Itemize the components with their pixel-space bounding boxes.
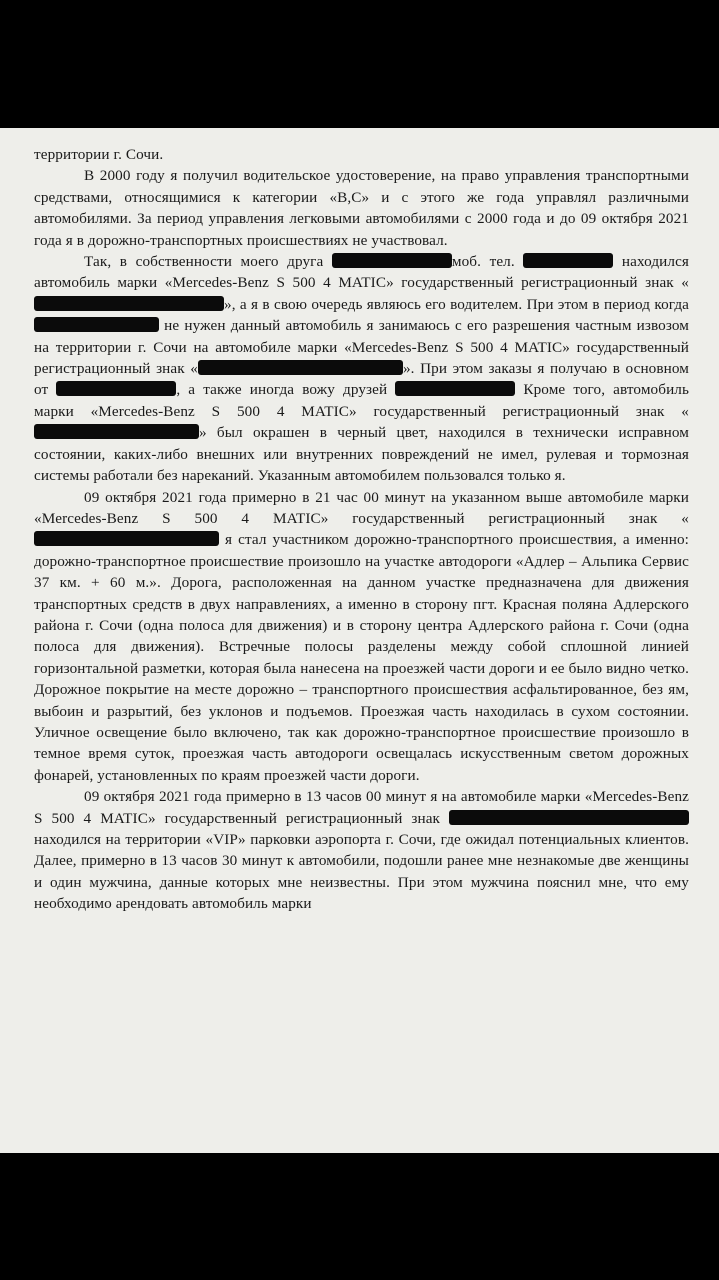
paragraph: [34, 786, 689, 914]
redaction-mark: [332, 253, 452, 268]
redaction-mark: [34, 296, 224, 311]
paragraph-text: моб. тел.: [451, 253, 524, 271]
paragraph: [34, 251, 689, 486]
paragraph-text: не нужен данный автомобиль я занимаюсь с его разрешения частным извозом на территории г. Сочи на автомобиле марки «Mercedes-Benz S 500 4 MATIC» государственный регистрационный знак «: [34, 317, 689, 378]
paragraph-text: » был окрашен в черный цвет, находился в технически исправном состоянии, каких-либо внешних или внутренних повреждений не имел, рулевая и тормозная системы работали без нареканий. Указанным автомобилем пользовался только я.: [34, 424, 689, 485]
redaction-mark: [395, 381, 515, 396]
paragraph-text: Кроме того, автомобиль марки «Mercedes-Benz S 500 4 MATIC» государственный регистрационный знак «: [34, 381, 689, 420]
paragraph-text: территории г. Сочи.: [34, 146, 164, 163]
paragraph-text: находился на территории «VIP» парковки аэропорта г. Сочи, где ожидал потенциальных клиентов. Далее, примерно в 13 часов 30 минут к автомобили, подошли ранее мне незнакомые две женщины и один мужчина, данные которых мне неизвестны. При этом мужчина пояснил мне, что ему необходимо арендовать автомобиль марки: [34, 831, 689, 913]
paragraph-text: , а также иногда вожу друзей: [176, 381, 396, 399]
redaction-mark: [34, 317, 159, 332]
paragraph: [34, 144, 689, 165]
paragraph-text: Так, в собственности моего друга: [84, 253, 332, 271]
paragraph-text: 09 октября 2021 года примерно в 13 часов 00 минут я на автомобиле марки «Mercedes-Benz S 500 4 MATIC» государственный регистрационный знак: [34, 788, 689, 827]
paragraph-text: », а я в свою очередь являюсь его водителем. При этом в период когда: [224, 295, 689, 313]
paragraph-text: ». При этом заказы я получаю в основном от: [34, 360, 689, 399]
redaction-mark: [56, 381, 176, 396]
paragraph-text: находился автомобиль марки «Mercedes-Benz S 500 4 MATIC» государственный регистрационный знак «: [34, 253, 690, 292]
redaction-mark: [449, 810, 689, 825]
redaction-mark: [34, 531, 219, 546]
document-page: [0, 128, 719, 1153]
paragraph-text: я стал участником дорожно-транспортного происшествия, а именно: дорожно-транспортное происшествие произошло на участке автодороги «Адлер – Альпика Сервис 37 км. + 60 м.». Дорога, расположенная на данном участке предназначена для движения транспортных средств в двух направлениях, а именно в сторону пгт. Красная поляна Адлерского района г. Сочи (одна полоса для движения) и в сторону центра Адлерского района г. Сочи (одна полоса для движения). Встречные полосы разделены между собой сплошной линией горизонтальной разметки, которая была нанесена на проезжей части дороги и ее было видно четко. Дорожное покрытие на месте дорожно – транспортного происшествия асфальтированное, без ям, выбоин и разрытий, без уклонов и подъемов. Проезжая часть находилась в сухом состоянии. Уличное освещение было включено, так как дорожно-транспортное происшествие произошло в темное время суток, проезжая часть автодороги освещалась искусственным светом дорожных фонарей, установленных по краям проезжей части дороги.: [34, 531, 689, 784]
paragraph-text: В 2000 году я получил водительское удостоверение, на право управления транспортными средствами, относящимися к категории «В,С» и с этого же года управлял различными автомобилями. За период управления легковыми автомобилями с 2000 года и до 09 октября 2021 года я в дорожно-транспортных происшествиях не участвовал.: [34, 167, 689, 249]
redaction-mark: [198, 360, 403, 375]
paragraph-text: 09 октября 2021 года примерно в 21 час 00 минут на указанном выше автомобиле марки «Mercedes-Benz S 500 4 MATIC» государственный регистрационный знак «: [34, 488, 689, 527]
paragraph: [34, 487, 689, 787]
redaction-mark: [523, 253, 613, 268]
redaction-mark: [34, 424, 199, 439]
document-text: [34, 144, 689, 915]
paragraph: [34, 165, 689, 251]
